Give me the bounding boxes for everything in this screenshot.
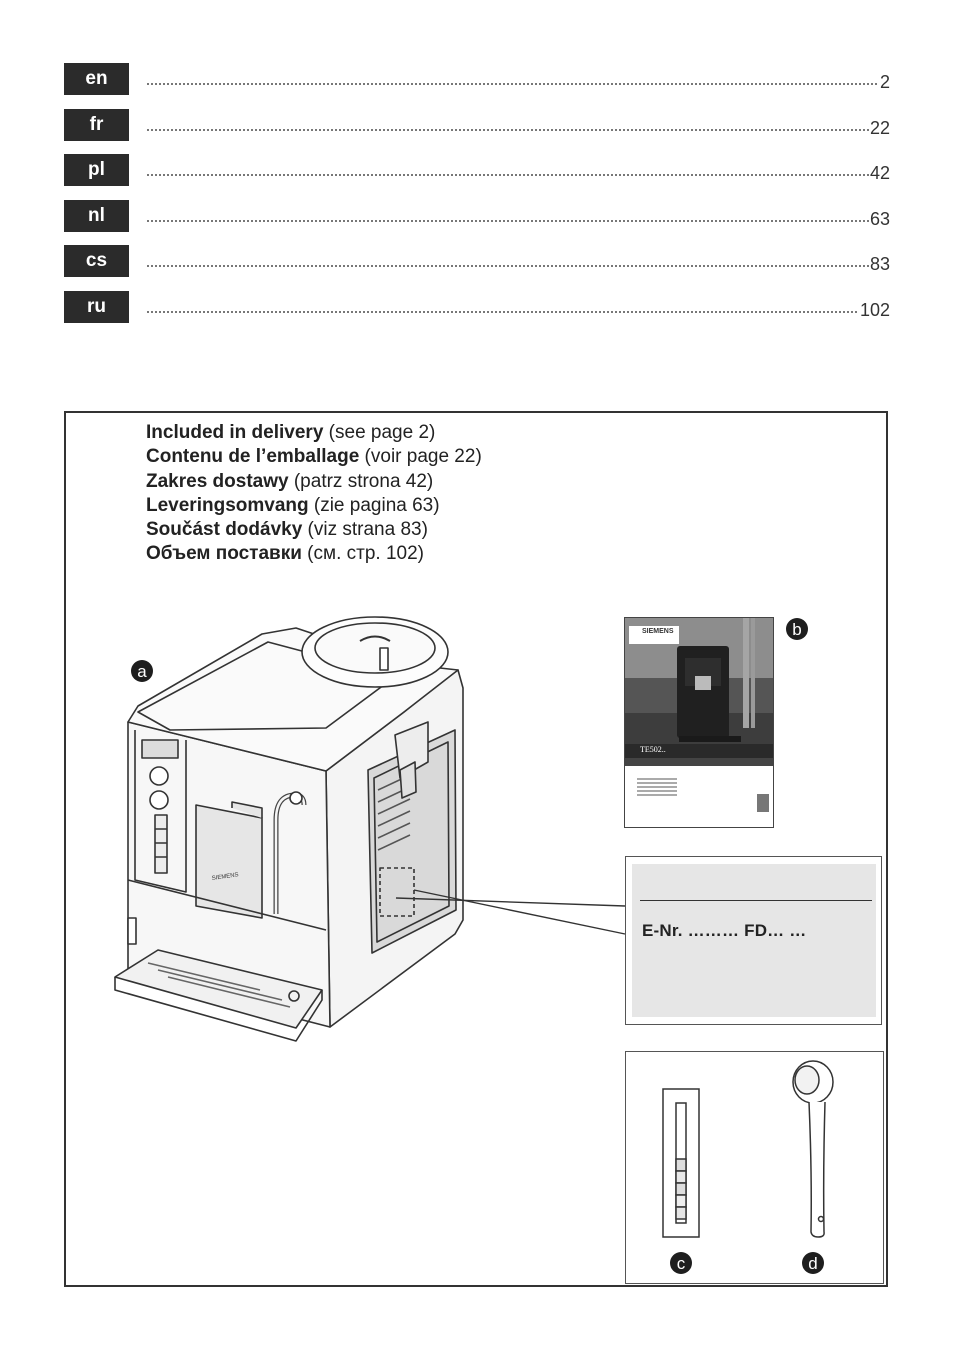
- manual-cover-art: [625, 618, 773, 827]
- toc-page-number: 63: [869, 209, 890, 229]
- toc-page-number: 102: [859, 300, 890, 320]
- callout-c: c: [670, 1252, 692, 1274]
- manual-brand-label: SIEMENS: [642, 628, 674, 635]
- lang-tag-fr: fr: [64, 109, 129, 141]
- toc-page-number: 2: [879, 72, 890, 92]
- heading-bold: Zakres dostawy: [146, 470, 289, 492]
- rating-plate-label: E-Nr. ……… FD… …: [642, 921, 807, 940]
- toc-page-number: 22: [869, 118, 890, 138]
- lang-tag-nl: nl: [64, 200, 129, 232]
- measuring-spoon-icon: [793, 1061, 833, 1237]
- lang-tag-ru: ru: [64, 291, 129, 323]
- heading-bold: Součást dodávky: [146, 519, 303, 541]
- heading-page-ref: (voir page 22): [359, 446, 482, 468]
- heading-bold: Contenu de l’emballage: [146, 446, 360, 468]
- lang-tag-pl: pl: [64, 154, 129, 186]
- heading-page-ref: (see page 2): [323, 422, 436, 443]
- rating-plate: [632, 864, 876, 1017]
- manual-model-label: TE502..: [640, 745, 666, 754]
- accessories-art: [626, 1052, 883, 1283]
- lang-tag-en: en: [64, 63, 129, 95]
- callout-b: b: [786, 618, 808, 640]
- lang-tag-cs: cs: [64, 245, 129, 277]
- test-strip-icon: [663, 1089, 699, 1237]
- toc-page-number: 42: [869, 163, 890, 183]
- heading-page-ref: (zie pagina 63): [308, 494, 440, 516]
- rating-plate-rule: [640, 900, 872, 901]
- heading-bold: Leveringsomvang: [146, 494, 309, 516]
- rating-plate-panel: [625, 856, 882, 1025]
- callout-d: d: [802, 1252, 824, 1274]
- machine-brand-label: SIEMENS: [211, 872, 240, 882]
- heading-page-ref: (см. стр. 102): [301, 543, 424, 565]
- accessories-panel: [625, 1051, 884, 1284]
- callout-a: a: [131, 660, 153, 682]
- heading-bold: Included in delivery: [146, 422, 324, 443]
- toc-page-number: 83: [869, 254, 890, 274]
- heading-page-ref: (patrz strona 42): [288, 470, 434, 492]
- instruction-manual: [624, 617, 774, 828]
- heading-page-ref: (viz strana 83): [302, 519, 428, 541]
- heading-bold: Объем поставки: [146, 543, 302, 565]
